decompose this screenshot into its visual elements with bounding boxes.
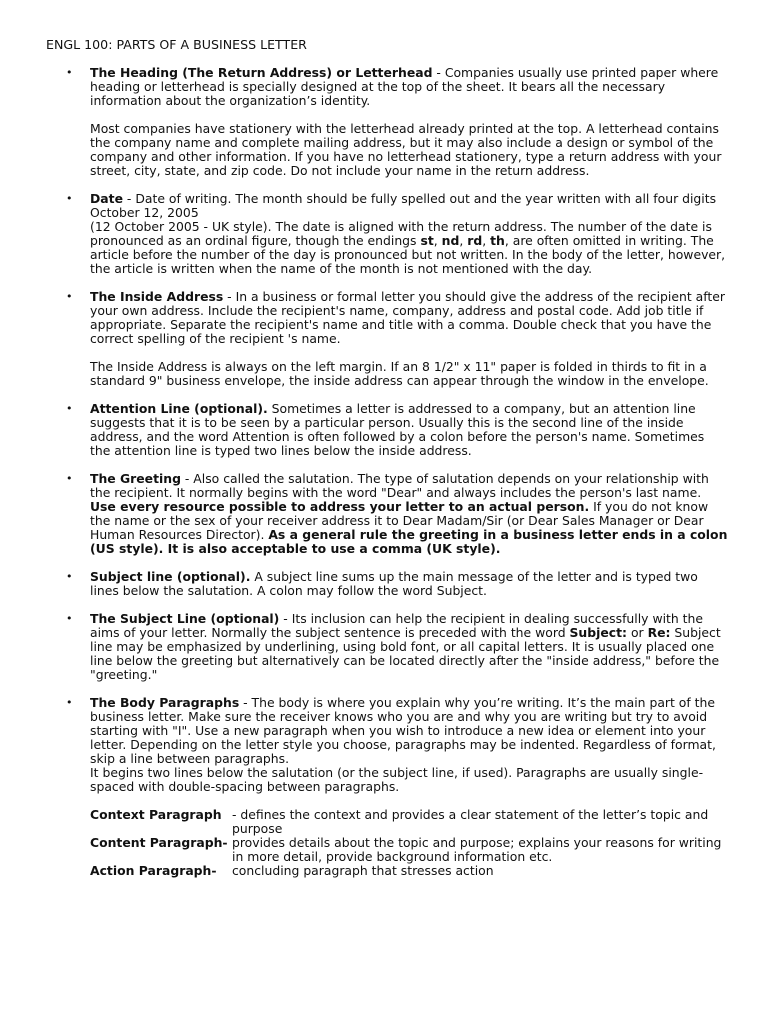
paragraph: Most companies have stationery with the letterhead already printed at the top. A letterhead contains the company name and complete mailing address, but it may also include a design or symbol of the company and other information. If you have no letterhead stationery, type a return address with your street, city, state, and zip code. Do not include your name in the return address. — [90, 121, 722, 178]
content-paragraph-text: provides details about the topic and purpose; explains your reasons for writing in more detail, provide background information etc. — [232, 835, 722, 864]
item-text: (12 October 2005 - UK style). The date is aligned with the return address. The number of the date is pronounced as an ordinal figure, though the endings — [90, 219, 712, 248]
item-label: The Greeting — [90, 471, 181, 486]
item-label: The Inside Address — [90, 289, 224, 304]
list-item-date — [46, 192, 728, 276]
ordinal-rd: rd — [467, 233, 483, 248]
item-text: - The body is where you explain why you’re writing. It’s the main part of the business letter. Make sure the receiver knows who you are and why you are writing but try to avoid starting with "I". Use a new paragraph when you wish to introduce a new idea or element into your letter. Depending on the letter style you choose, paragraphs may be indented. Regardless of format, skip a line between paragraphs. — [90, 695, 716, 766]
paragraph — [90, 696, 728, 794]
paragraph — [90, 612, 728, 682]
bullet-icon: • — [66, 612, 73, 625]
paragraph-types — [90, 808, 728, 878]
separator: , — [433, 233, 442, 248]
list-item-attention — [46, 402, 728, 458]
content-paragraph-row — [90, 836, 728, 864]
bullet-icon: • — [66, 402, 73, 415]
ordinal-st: st — [420, 233, 434, 248]
item-text: A subject line sums up the main message of the letter and is typed two lines below the salutation. A colon may follow the word Subject. — [90, 569, 698, 598]
bullet-icon: • — [66, 66, 73, 79]
paragraph — [90, 66, 728, 108]
item-label: Date — [90, 191, 123, 206]
paragraph — [90, 192, 728, 276]
item-text: or — [627, 625, 648, 640]
list-item-heading — [46, 66, 728, 178]
paragraph — [90, 472, 728, 556]
document-title: ENGL 100: PARTS OF A BUSINESS LETTER — [46, 37, 307, 52]
separator: , — [482, 233, 491, 248]
item-text: - Date of writing. The month should be fully spelled out and the year written with all four digits October 12, 2005 — [90, 191, 717, 220]
item-text: - Also called the salutation. The type of salutation depends on your relationship with the recipient. It normally begins with the word "Dear" and always includes the person's last name. — [90, 471, 709, 500]
item-text: It begins two lines below the salutation (or the subject line, if used). Paragraphs are usually single-spaced with double-spacing between paragraphs. — [90, 765, 704, 794]
item-label: The Body Paragraphs — [90, 695, 240, 710]
bullet-icon: • — [66, 696, 73, 709]
context-paragraph-row — [90, 808, 728, 836]
bullet-icon: • — [66, 290, 73, 303]
list-item-subject-line-optional — [46, 570, 728, 598]
item-label: The Heading (The Return Address) or Letterhead — [90, 65, 433, 80]
paragraph — [90, 402, 728, 458]
bullet-icon: • — [66, 570, 73, 583]
paragraph — [90, 570, 728, 598]
emphasis-text: Use every resource possible to address your letter to an actual person. — [90, 499, 590, 514]
item-text: If you do not know the name or the sex of your receiver address it to Dear Madam/Sir (or Dear Sales Manager or Dear Human Resources Director). — [90, 499, 709, 542]
emphasis-text: As a general rule the greeting in a business letter ends in a colon (US style). It is also acceptable to use a comma (UK style). — [90, 527, 728, 556]
item-label: The Subject Line (optional) — [90, 611, 280, 626]
list-item-subject-line — [46, 612, 728, 682]
separator: , — [459, 233, 468, 248]
item-text: Subject line may be emphasized by underlining, using bold font, or all capital letters. It is usually placed one line below the greeting but alternatively can be located directly after the "inside address," before the "greeting." — [90, 625, 721, 682]
list-item-body-paragraphs — [46, 696, 728, 878]
action-paragraph-label: Action Paragraph- — [90, 863, 217, 878]
parts-list — [46, 66, 728, 878]
content-paragraph-label: Content Paragraph- — [90, 835, 228, 850]
context-paragraph-label: Context Paragraph — [90, 807, 222, 822]
re-keyword: Re: — [647, 625, 671, 640]
item-label: Subject line (optional). — [90, 569, 251, 584]
bullet-icon: • — [66, 472, 73, 485]
item-text: - In a business or formal letter you should give the address of the recipient after your own address. Include the recipient's name, company, address and postal code. Add job title if appropriate. Separate the recipient's name and title with a comma. Double check that you have the correct spelling of the recipient 's name. — [90, 289, 725, 346]
item-text: Sometimes a letter is addressed to a company, but an attention line suggests that it is to be seen by a particular person. Usually this is the second line of the inside address, and the word Attention is often followed by a colon before the person's name. Sometimes the attention line is typed two lines below the inside address. — [90, 401, 705, 458]
item-label: Attention Line (optional). — [90, 401, 268, 416]
paragraph: The Inside Address is always on the left margin. If an 8 1/2" x 11" paper is folded in thirds to fit in a standard 9" business envelope, the inside address can appear through the window in the envelope. — [90, 359, 709, 388]
context-paragraph-text: - defines the context and provides a clear statement of the letter’s topic and purpose — [232, 807, 709, 836]
bullet-icon: • — [66, 192, 73, 205]
ordinal-th: th — [490, 233, 505, 248]
subject-keyword: Subject: — [569, 625, 627, 640]
item-text: - Its inclusion can help the recipient in dealing successfully with the aims of your letter. Normally the subject sentence is preceded with the word — [90, 611, 704, 640]
action-paragraph-text: concluding paragraph that stresses action — [232, 863, 494, 878]
action-paragraph-row — [90, 864, 728, 878]
item-text: , are often omitted in writing. The article before the number of the day is pronounced but not written. In the body of the letter, however, the article is written when the name of the month is not mentioned with the day. — [90, 233, 726, 276]
paragraph — [90, 290, 728, 346]
list-item-inside-address — [46, 290, 728, 388]
ordinal-nd: nd — [441, 233, 460, 248]
item-text: - Companies usually use printed paper where heading or letterhead is specially designed at the top of the sheet. It bears all the necessary information about the organization’s identity. — [90, 65, 719, 108]
list-item-greeting — [46, 472, 728, 556]
